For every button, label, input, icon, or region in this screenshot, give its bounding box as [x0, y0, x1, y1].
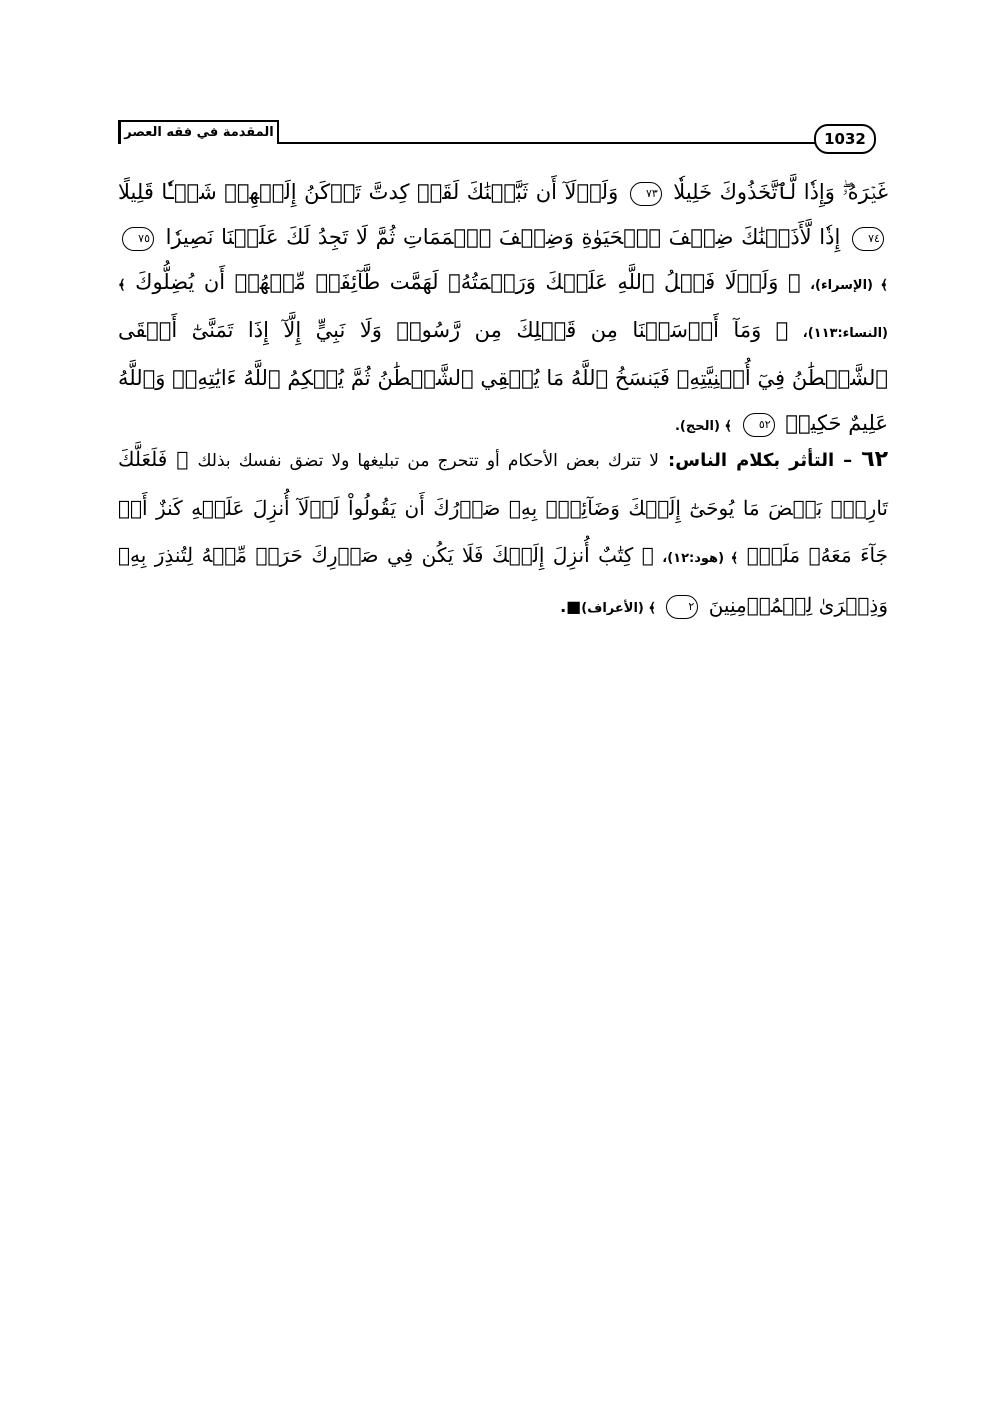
verse-number-marker: ٥٢	[743, 413, 775, 437]
page-number: 1032	[814, 124, 876, 154]
book-title: المقدمة في فقه العصر	[118, 120, 279, 144]
verse-number-marker: ٧٣	[630, 182, 662, 206]
verse-number-marker: ٢	[666, 595, 698, 619]
verse-text: ﴿ كِتَٰبٌ أُنزِلَ إِلَيۡكَ فَلَا يَكُن فِي صَدۡرِكَ حَرَجٞ مِّنۡهُ لِتُنذِرَ بِهِۦ وَذِكۡرَىٰ لِلۡمُؤۡمِنِينَ	[118, 543, 888, 617]
surah-reference: ﴾ (هود:١٢)،	[662, 551, 739, 566]
surah-reference: ﴾ (الإسراء)،	[810, 278, 888, 293]
verse-text: ﴿ فَلَعَلَّكَ تَارِكُۢ بَعۡضَ مَا يُوحَىٰٓ إِلَيۡكَ وَضَآئِقُۢ بِهِۦ صَدۡرُكَ أَن يَقُولُواْ لَوۡلَآ أُنزِلَ عَلَيۡهِ كَنزٌ أَوۡ جَآءَ مَعَهُۥ مَلَكٌۚ	[118, 447, 889, 567]
section-paragraph	[118, 436, 888, 632]
quran-verses-block	[118, 170, 888, 449]
end-mark: ■.	[560, 597, 582, 616]
section-intro-text: لا تترك بعض الأحكام أو تتحرج من تبليغها ولا تضق نفسك بذلك	[197, 451, 659, 471]
section-number: ٦٢	[861, 447, 889, 472]
page-header	[118, 120, 886, 148]
verse-text: وَلَوۡلَآ أَن ثَبَّتۡنَٰكَ لَقَدۡ كِدتَّ تَرۡكَنُ إِلَيۡهِمۡ شَيۡـٔٗا قَلِيلًا	[118, 180, 619, 204]
surah-reference: ﴾ (الأعراف)	[581, 601, 656, 616]
verse-text: إِذٗا لَّأَذَقۡنَٰكَ ضِعۡفَ ٱلۡحَيَوٰةِ وَضِعۡفَ ٱلۡمَمَاتِ ثُمَّ لَا تَجِدُ لَكَ عَلَيۡنَا نَصِيرٗا	[165, 225, 841, 249]
verse-text: ﴿ وَلَوۡلَا فَضۡلُ ٱللَّهِ عَلَيۡكَ وَرَحۡمَتُهُۥ لَهَمَّت طَّآئِفَةٞ مِّنۡهُمۡ أَن يُضِلُّوكَ	[135, 270, 801, 294]
verse-text: غَيۡرَهُۥۖ وَإِذٗا لَّٱتَّخَذُوكَ خَلِيلٗا	[673, 180, 888, 204]
section-heading: – التأثر بكلام الناس:	[668, 450, 853, 471]
surah-reference: ﴾ (النساء:١١٣)،	[118, 278, 888, 341]
verse-text: ﴿ وَمَآ أَرۡسَلۡنَا مِن قَبۡلِكَ مِن رَّسُولٖ وَلَا نَبِيٍّ إِلَّآ إِذَا تَمَنَّىٰٓ أَلۡقَى ٱلشَّيۡطَٰنُ فِيٓ أُمۡنِيَّتِهِۦ فَيَنسَخُ ٱللَّهُ مَا يُلۡقِي ٱلشَّيۡطَٰنُ ثُمَّ يُحۡكِمُ ٱللَّهُ ءَايَٰتِهِۦۗ وَٱللَّهُ عَلِيمٌ حَكِيمٞ	[118, 318, 888, 435]
verse-number-marker: ٧٤	[852, 227, 884, 251]
verse-number-marker: ٧٥	[122, 227, 154, 251]
surah-reference: ﴾ (الحج).	[674, 419, 733, 434]
